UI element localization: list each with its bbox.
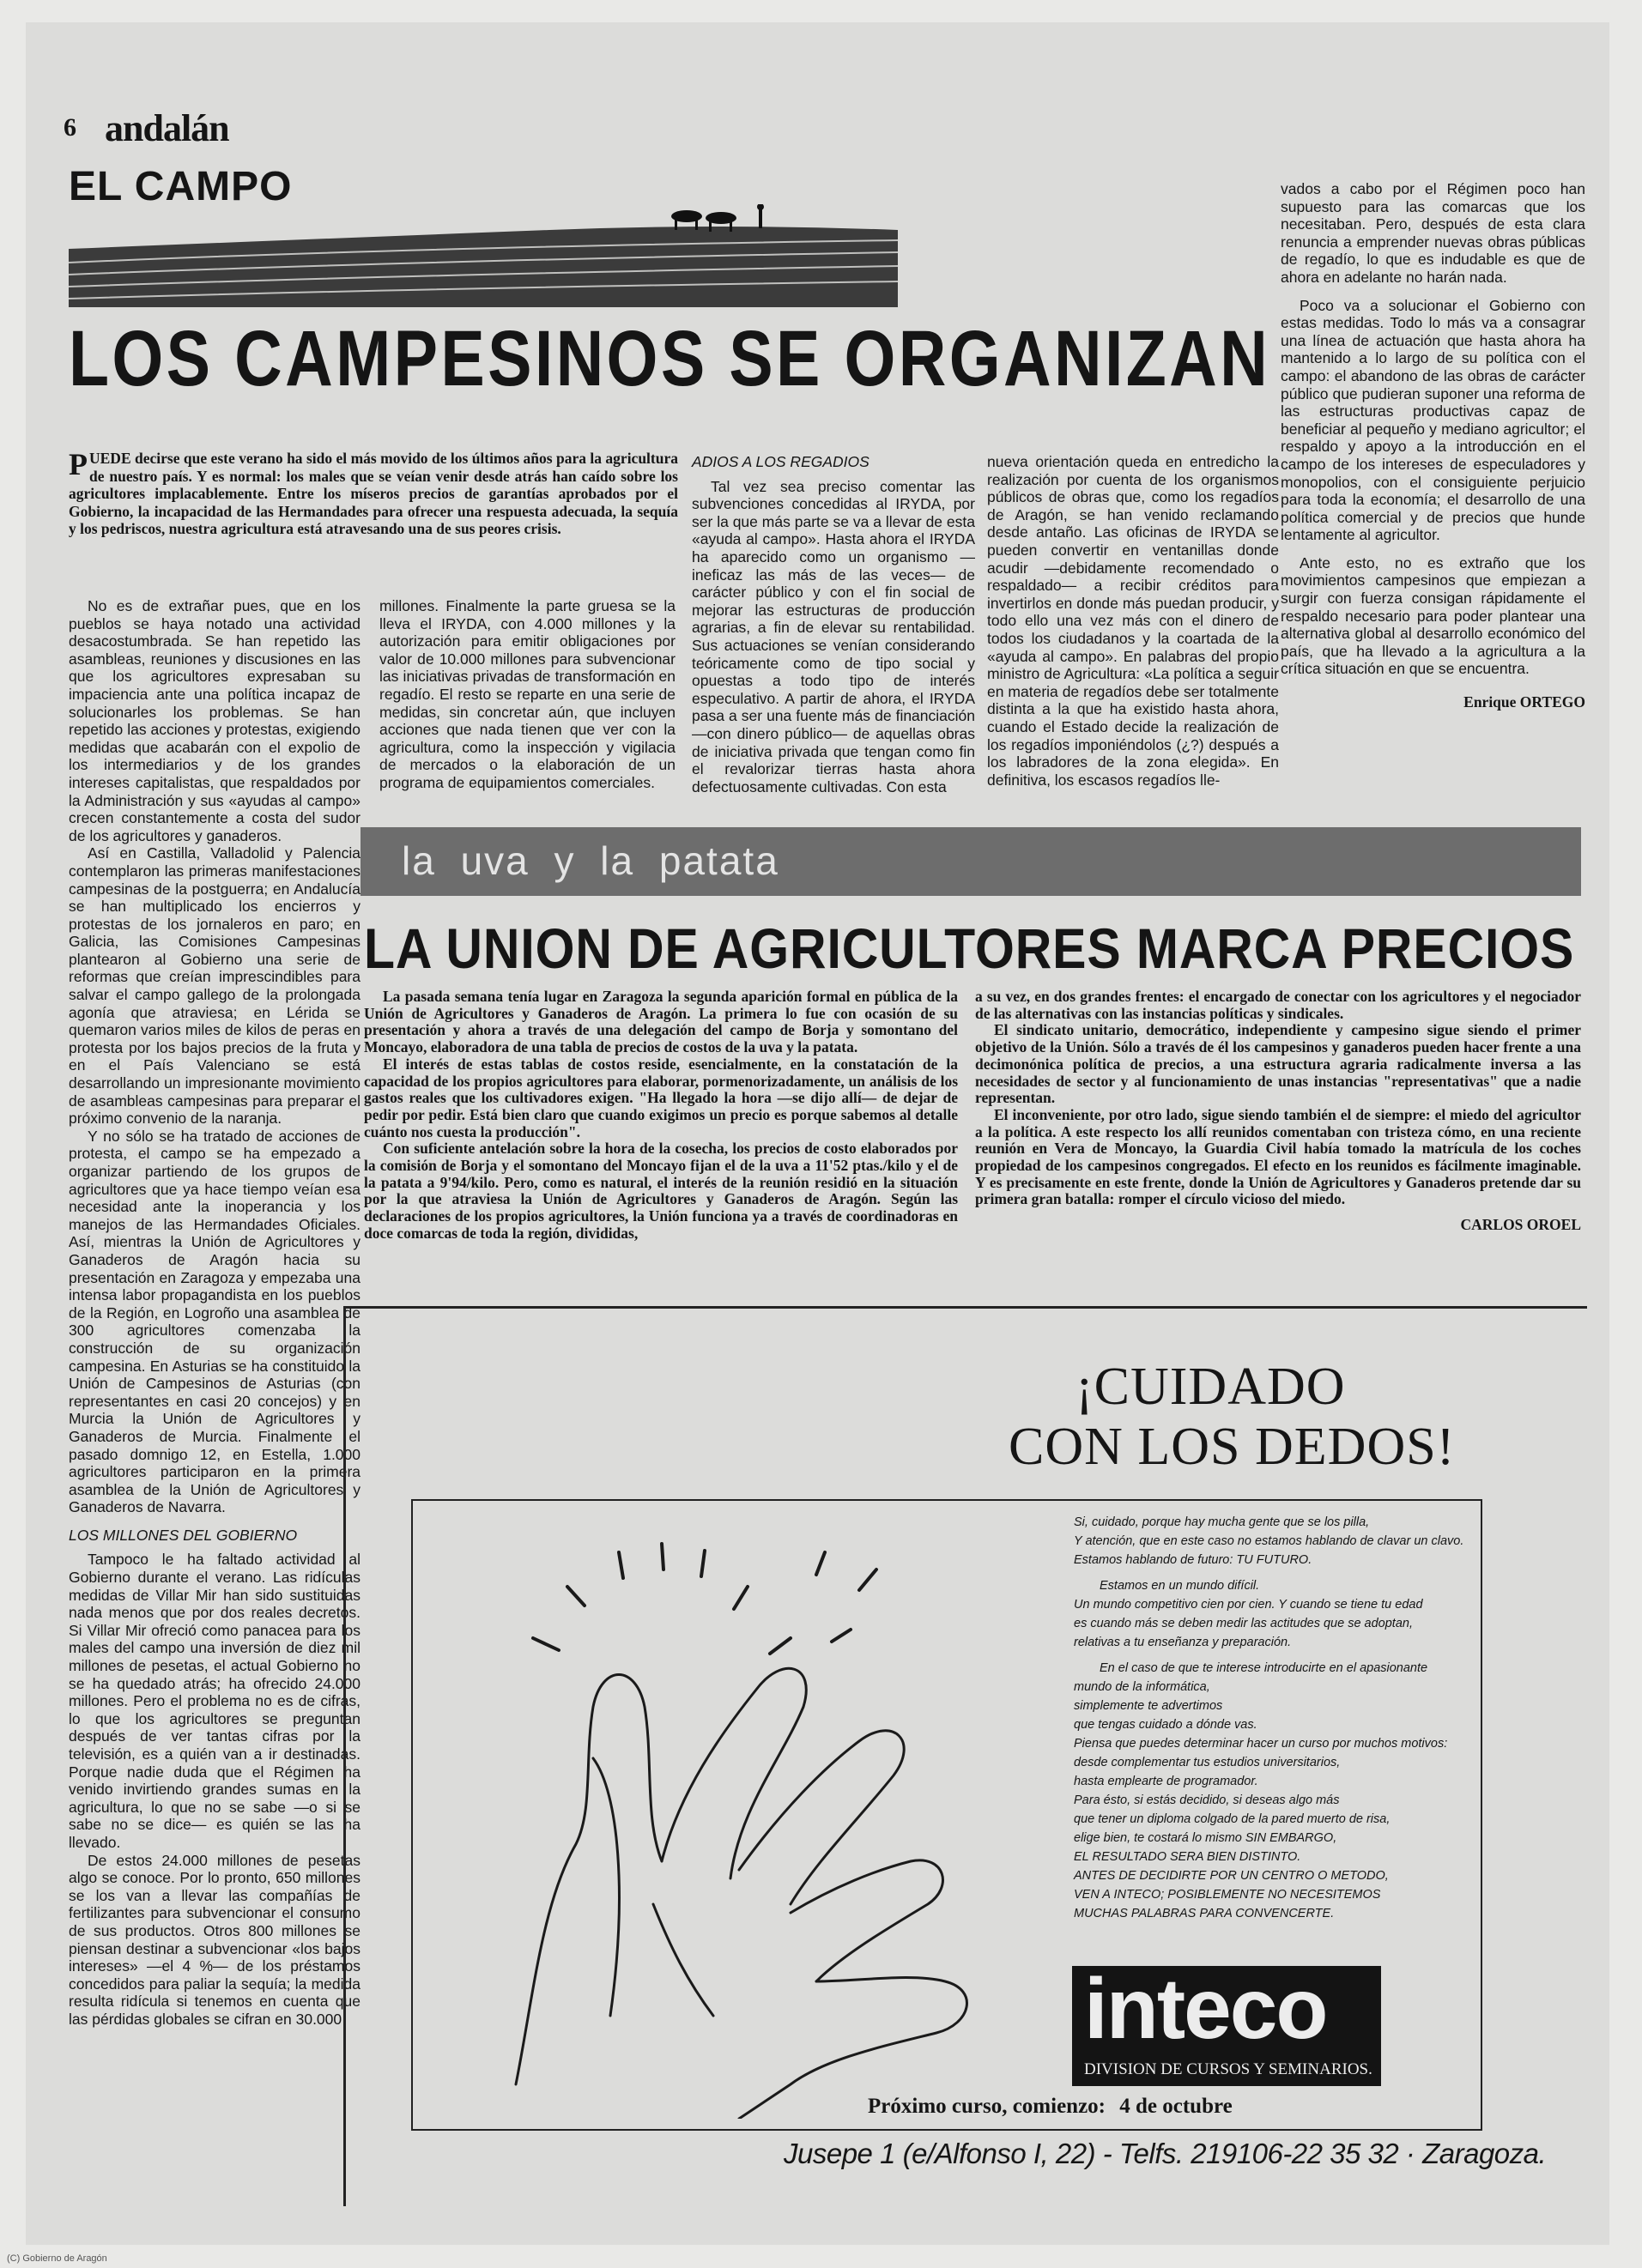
ad-line: MUCHAS PALABRAS PARA CONVENCERTE. <box>1074 1907 1335 1920</box>
paragraph: Poco va a solucionar el Gobierno con estas medidas. Todo lo más va a consagrar una línea de actuación que hasta ahora ha mantenido a lo largo de su política con el campo: el abandono de las obras de carácter público que pudieran suponer una reforma de las estructuras productivas capaz de beneficiar al pequeño y mediano agricultor; el respaldo y apoyo a la introducción en el campo de los intereses de especuladores y monopolios, con el consiguiente perjuicio para toda la economía; el desarrollo de una política comercial y de precios que hunde lentamente al agricultor. <box>1281 296 1585 544</box>
ad-line: simplemente te advertimos <box>1074 1699 1223 1713</box>
banner-text: la uva y la patata <box>402 838 779 883</box>
paragraph: El sindicato unitario, democrático, independiente y campesino sigue siendo el primer objetivo de la Unión. Sólo a través de él los campesinos y ganaderos pueden hacer frente a una decimonónica política de precios, a una estructura agraria radicalmente inversa a las necesidades de sector y al funcionamiento de unas instancias "representativas" que a nadie representan. <box>975 1021 1581 1107</box>
ad-copy <box>1074 1513 1469 1923</box>
article1-column-4 <box>987 453 1279 789</box>
masthead-logo: andalán <box>105 107 229 149</box>
ad-line: que tengas cuidado a dónde vas. <box>1074 1718 1257 1732</box>
ad-line: que tener un diploma colgado de la pared muerto de risa, <box>1074 1812 1391 1826</box>
subhead-millones: LOS MILLONES DEL GOBIERNO <box>69 1526 298 1544</box>
hand-illustration <box>482 1535 1065 2119</box>
lead-text: UEDE decirse que este verano ha sido el más movido de los últimos años para la agricultura de nuestro país. Y es normal: los males que se veían venir desde atrás han caído sobre los agricultores implacablemente. Entre los míseros precios de garantías aprobados por el Gobierno, la incapacidad de las Hermandades para ofrecer una respuesta adecuada, la sequía y los pedriscos, nuestra agricultura está atravesando una de sus peores crisis. <box>69 450 678 537</box>
next-course-date: 4 de octubre <box>1119 2095 1233 2118</box>
ad-line: es cuando más se deben medir las actitudes que se adoptan, <box>1074 1617 1413 1630</box>
author-oroel: CARLOS OROEL <box>1460 1216 1581 1234</box>
paragraph: vados a cabo por el Régimen poco han supuesto para las comarcas que los necesitaban. Pero, después de esta clara renuncia a emprender nuevas obras públicas de regadío, lo que es indudable es que de ahora en adelante no harán nada. <box>1281 180 1585 286</box>
advertisement <box>343 1306 1587 2206</box>
banner-uva-patata <box>361 827 1581 896</box>
article2-column-1 <box>364 989 958 1243</box>
headline-campesinos: LOS CAMPESINOS SE ORGANIZAN <box>69 315 1271 402</box>
article2-column-2 <box>975 989 1581 1234</box>
paragraph: El interés de estas tablas de costos reside, esencialmente, en la constatación de la capacidad de los propios agricultores para elaborar, pormenorizadamente, un análisis de los gastos reales que los cultivadores exigen. "Ha llegado la hora —se dijo allí— de dejar de pedir por pedir. Está bien claro que cuando exigimos un precio es porque sabemos al detalle cuánto nos cuesta la producción". <box>364 1055 958 1140</box>
paragraph: No es de extrañar pues, que en los pueblos se haya notado una actividad desacostumbrada. Se han repetido las asambleas, reuniones y discusiones en las que los agricultores expresaban su impaciencia ante una política incapaz de solucionarles los problemas. Se han repetido las acciones y protestas, exigiendo medidas que acabarán con el expolio de los intermediarios y de los grandes intereses capitalistas, que respaldados por la Administración y sus «ayudas al campo» crecen constantemente a costa del sudor de los agricultores y ganaderos. <box>69 597 361 844</box>
newspaper-page <box>26 22 1609 2245</box>
paragraph: Y no sólo se ha tratado de acciones de protesta, el campo se ha empezado a organizar partiendo de los grupos de agricultores que ya hace tiempo veían esa necesidad ante la inoperancia y los manejos de las Hermandades Oficiales. Así, mientras la Unión de Agricultores y Ganaderos de Aragón hacia su presentación en Zaragoza y empezaba una intensa labor propagandista en los pueblos de la Región, en Logroño una asamblea de 300 agricultores comenzaba la construcción de su organización campesina. En Asturias se ha constituido la Unión de Campesinos de Asturias (con representantes en casi 20 concejos) y en Murcia la Unión de Agricultores y Ganaderos de Murcia. Finalmente el pasado domnigo 12, en Estella, 1.000 agricultores participaron en la primera asamblea de la Unión de Agricultores y Ganaderos de Navarra. <box>69 1127 361 1516</box>
paragraph: Con suficiente antelación sobre la hora de la cosecha, los precios de costo elaborados por la comisión de Borja y el somontano del Moncayo fijan el de la uva a 11'52 ptas./kilo y el de la patata a 9'94/kilo. Pero, como es natural, el interés de la reunión residió en la situación por la que atraviesa la Unión de Agricultores y Ganaderos de Aragón. Según las declaraciones de los propios agricultores, la Unión funciona ya a través de coordinadoras en doce comarcas de toda la región, divididas, <box>364 1140 958 1242</box>
ad-line: relativas a tu enseñanza y preparación. <box>1074 1636 1292 1649</box>
ad-line: elige bien, te costará lo mismo SIN EMBARGO, <box>1074 1831 1337 1845</box>
ad-line: Si, cuidado, porque hay mucha gente que se los pilla, <box>1074 1515 1370 1529</box>
ad-line: mundo de la informática, <box>1074 1680 1210 1694</box>
paragraph: El inconveniente, por otro lado, sigue siendo también el de siempre: el miedo del agricultor a la política. A este respecto los allí reunidos comentaban con tristeza cómo, en una reciente reunión en Vera de Moncayo, la Guardia Civil había tomado la matrícula de los coches propiedad de los campesinos congregados. El efecto en los reunidos es fácilmente imaginable. Y es precisamente en este frente, donde la Unión de Agricultores y Ganaderos pretende dar su primera gran batalla: romper el círculo vicioso del miedo. <box>975 1105 1581 1208</box>
ad-line: Estamos hablando de futuro: TU FUTURO. <box>1074 1553 1312 1567</box>
paragraph: a su vez, en dos grandes frentes: el encargado de conectar con los agricultores y el negociador de las alternativas con las instancias políticas y sindicales. <box>975 988 1581 1022</box>
ad-title-line2: CON LOS DEDOS! <box>1009 1418 1456 1476</box>
ad-line: desde complementar tus estudios universitarios, <box>1074 1756 1341 1769</box>
paragraph: De estos 24.000 millones de pesetas algo se conoce. Por lo pronto, 650 millones se los van a llevar las compañías de fertilizantes para subvencionar el consumo de sus productos. Otros 800 millones se piensan destinar a subvencionar «los bajos intereses» —el 4 %— de los préstamos concedidos para paliar la sequía; la medida resulta ridícula si tenemos en cuenta que las pérdidas globales se cifran en 30.000 <box>69 1851 361 2028</box>
ad-line: En el caso de que te interese introducirte en el apasionante <box>1100 1661 1428 1675</box>
ad-line: hasta emplearte de programador. <box>1074 1775 1258 1788</box>
ad-line: Para ésto, si estás decidido, si deseas algo más <box>1074 1793 1340 1807</box>
drop-cap: P <box>69 447 88 481</box>
author-ortego: Enrique ORTEGO <box>1463 693 1585 711</box>
ad-line: ANTES DE DECIDIRTE POR UN CENTRO O METODO, <box>1074 1869 1389 1883</box>
section-title: EL CAMPO <box>69 164 293 209</box>
inteco-logo-subtitle: DIVISION DE CURSOS Y SEMINARIOS. <box>1084 2060 1372 2078</box>
ad-line: VEN A INTECO; POSIBLEMENTE NO NECESITEMOS <box>1074 1888 1381 1902</box>
page-number: 6 <box>64 113 76 142</box>
ad-line: Estamos en un mundo difícil. <box>1100 1579 1260 1593</box>
ad-line: EL RESULTADO SERA BIEN DISTINTO. <box>1074 1850 1301 1864</box>
article1-column-5 <box>1281 180 1585 711</box>
field-illustration <box>69 204 898 307</box>
paragraph: Tal vez sea preciso comentar las subvenciones concedidas al IRYDA, por ser la que más parte se va a llevar de esta «ayuda al campo». Hasta ahora el IRYDA ha aparecido como un organismo —ineficaz las más de las veces— de carácter público y con el fin social de mejorar las estructuras de producción agrarias, a fin de elevar su rentabilidad. Sus actuaciones se venían considerando teóricamente como de tipo social y opuestas a todo tipo de interés especulativo. A partir de ahora, el IRYDA pasa a ser una fuente más de financiación —con dinero público— de aquellas obras de iniciativa privada que tengan como fin el revalorizar tierras hasta ahora defectuosamente cultivadas. Con esta <box>692 477 975 795</box>
paragraph: millones. Finalmente la parte gruesa se la lleva el IRYDA, con 4.000 millones y la autorización para emitir obligaciones por valor de 10.000 millones para subvencionar las iniciativas privadas de transformación en regadío. El resto se reparte en una serie de medidas, sin concretar aún, que incluyen acciones que nada tienen que ver con la agricultura, como la inspección y vigilacia de mercados o la elaboración de un programa de equipamientos comerciales. <box>379 597 676 791</box>
lead-paragraph <box>69 447 678 538</box>
headline-union: LA UNION DE AGRICULTORES MARCA PRECIOS <box>364 916 1575 980</box>
ad-line: Un mundo competitivo cien por cien. Y cuando se tiene tu edad <box>1074 1598 1423 1612</box>
paragraph: nueva orientación queda en entredicho la realización por cuenta de los organismos públicos de obras que, como los regadíos de Aragón, se han venido reclamando desde antaño. Las oficinas de IRYDA se pueden convertir en ventanillas donde acudir —debidamente recomendado o respaldado— a recibir créditos para invertirlos en donde más puedan producir, y todo ello una vez más con el dinero de todos los ciudadanos y la coartada de la «ayuda al campo». En palabras del propio ministro de Agricultura: «La política a seguir en materia de regadíos debe ser totalmente distinta a la que ha existido hasta ahora, cuando el Estado decide la realización de los regadíos imponiéndolos (¿?) después a los labradores de la zona elegida». En definitiva, los escasos regadíos lle- <box>987 453 1279 789</box>
paragraph: Tampoco le ha faltado actividad al Gobierno durante el verano. Las ridículas medidas de Villar Mir han sido sustituidas nada menos que por dos reales decretos. Si Villar Mir ofreció como panacea para los males del campo una inversión de diez mil millones de pesetas, el actual Gobierno no se ha quedado atrás; ha ofrecido 24.000 millones. Pero el problema no es de cifras, lo que los agricultores se preguntan después de ver tantas cifras por la televisión, es a quién van a ir destinadas. Porque nadie duda que el Régimen ha venido invirtiendo grandes sumas en la agricultura, lo que no se sabe —o si se sabe no se dice— es quién se las ha llevado. <box>69 1551 361 1851</box>
next-course-label: Próximo curso, comienzo: <box>868 2095 1106 2118</box>
subhead-regadios: ADIOS A LOS REGADIOS <box>692 453 869 470</box>
next-course <box>868 2095 1233 2119</box>
article1-column-1 <box>69 597 361 2029</box>
ad-line: Y atención, que en este caso no estamos hablando de clavar un clavo. <box>1074 1534 1464 1548</box>
article1-column-2 <box>379 597 676 792</box>
paragraph: Así en Castilla, Valladolid y Palencia contemplaron las primeras manifestaciones campesinas de la postguerra; en Andalucía se han multiplicado los encierros y protestas de los jornaleros en paro; en Galicia, las Comisiones Campesinas plantearon al Gobierno una serie de reformas que creían imprescindibles para salvar el campo gallego de la prolongada agonía que atraviesa; en Lérida se quemaron varios miles de kilos de peras en protesta por los bajos precios de la fruta y en el País Valenciano se está desarrollando un impresionante movimiento de asambleas campesinas para preparar el próximo convenio de la naranja. <box>69 844 361 1128</box>
ad-line: Piensa que puedes determinar hacer un curso por muchos motivos: <box>1074 1737 1448 1751</box>
article1-column-3 <box>692 453 975 795</box>
inteco-logo <box>1072 1961 1381 2086</box>
ad-address: Jusepe 1 (e/Alfonso I, 22) - Telfs. 219106-22 35 32 · Zaragoza. <box>784 2138 1547 2169</box>
paragraph: La pasada semana tenía lugar en Zaragoza la segunda aparición formal en pública de la Unión de Agricultores y Ganaderos de Aragón. La primera lo fue con ocasión de su presentación y ahora a través de una delegación del campo de Borja y somontano del Moncayo, elaboradora de una tabla de precios de costos de la uva y la patata. <box>364 988 958 1056</box>
paragraph: Ante esto, no es extraño que los movimientos campesinos que empiezan a surgir con fuerza consigan rápidamente el respaldo necesario para poder plantear una alternativa global al desarrollo económico del país, que ha llevado a la agricultura a la crítica situación en que se encuentra. <box>1281 553 1585 678</box>
footer-credit: (C) Gobierno de Aragón <box>7 2253 107 2264</box>
ad-title-line1: ¡CUIDADO <box>1075 1358 1346 1416</box>
ad-inner-frame <box>411 1499 1482 2131</box>
inteco-logo-text: inteco <box>1084 1961 1327 2057</box>
